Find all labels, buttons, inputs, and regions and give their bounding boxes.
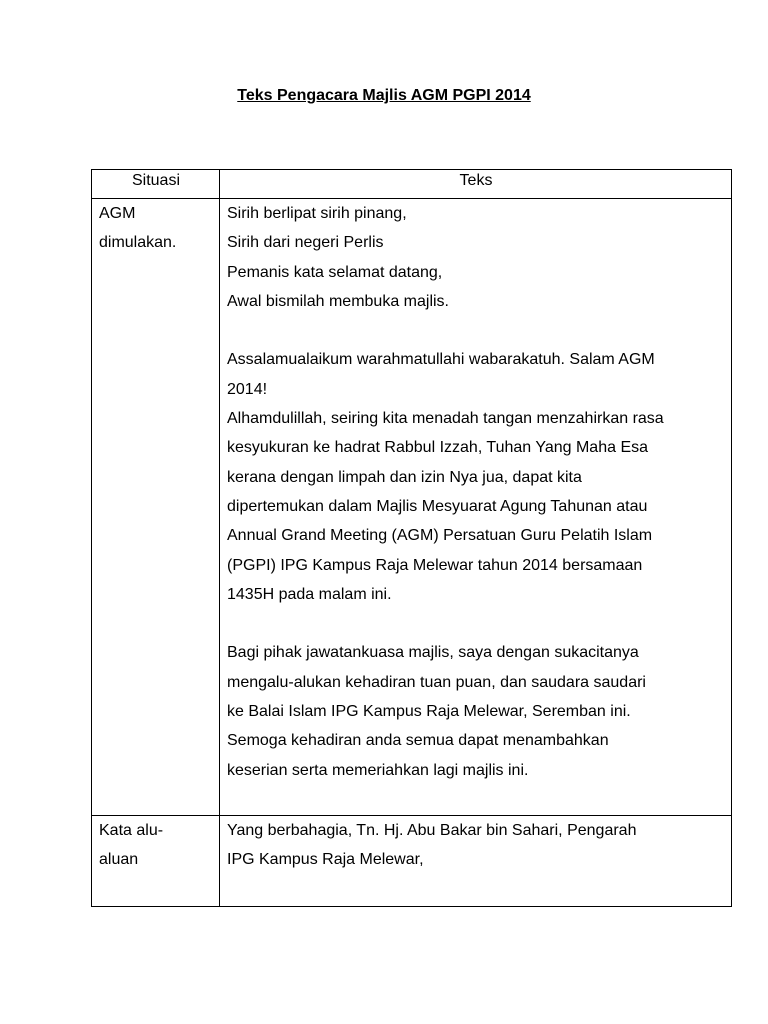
page-title: Teks Pengacara Majlis AGM PGPI 2014 bbox=[237, 87, 531, 104]
content-table bbox=[91, 169, 732, 907]
table-row bbox=[92, 816, 732, 907]
situasi-text: AGM dimulakan. bbox=[99, 205, 177, 252]
table-row bbox=[92, 199, 732, 816]
salutation-paragraph: Yang berbahagia, Tn. Hj. Abu Bakar bin Sahari, Pengarah IPG Kampus Raja Melewar, bbox=[227, 822, 637, 869]
situasi-cell bbox=[92, 816, 220, 907]
table-header-row bbox=[92, 170, 732, 199]
situasi-cell bbox=[92, 199, 220, 816]
pantun-text: Sirih berlipat sirih pinang, Sirih dari negeri Perlis Pemanis kata selamat datang, Awal bismilah membuka majlis. bbox=[227, 205, 449, 310]
teks-cell bbox=[220, 199, 732, 816]
column-header-teks: Teks bbox=[220, 170, 732, 199]
situasi-text: Kata alu- aluan bbox=[99, 822, 164, 869]
teks-cell bbox=[220, 816, 732, 907]
column-header-situasi: Situasi bbox=[92, 170, 220, 199]
greeting-paragraph: Assalamualaikum warahmatullahi wabarakatuh. Salam AGM 2014! Alhamdulillah, seiring kita menadah tangan menzahirkan rasa kesyukuran ke hadrat Rabbul Izzah, Tuhan Yang Maha Esa kerana dengan limpah dan izin Nya jua, dapat kita dipertemukan dalam Majlis Mesyuarat Agung Tahunan atau Annual Grand Meeting (AGM) Persatuan Guru Pelatih Islam (PGPI) IPG Kampus Raja Melewar tahun 2014 bersamaan 1435H pada malam ini. bbox=[227, 351, 664, 603]
welcome-paragraph: Bagi pihak jawatankuasa majlis, saya dengan sukacitanya mengalu-alukan kehadiran tuan puan, dan saudara saudari ke Balai Islam IPG Kampus Raja Melewar, Seremban ini. Semoga kehadiran anda semua dapat menambahkan keserian serta memeriahkan lagi majlis ini. bbox=[227, 644, 646, 779]
